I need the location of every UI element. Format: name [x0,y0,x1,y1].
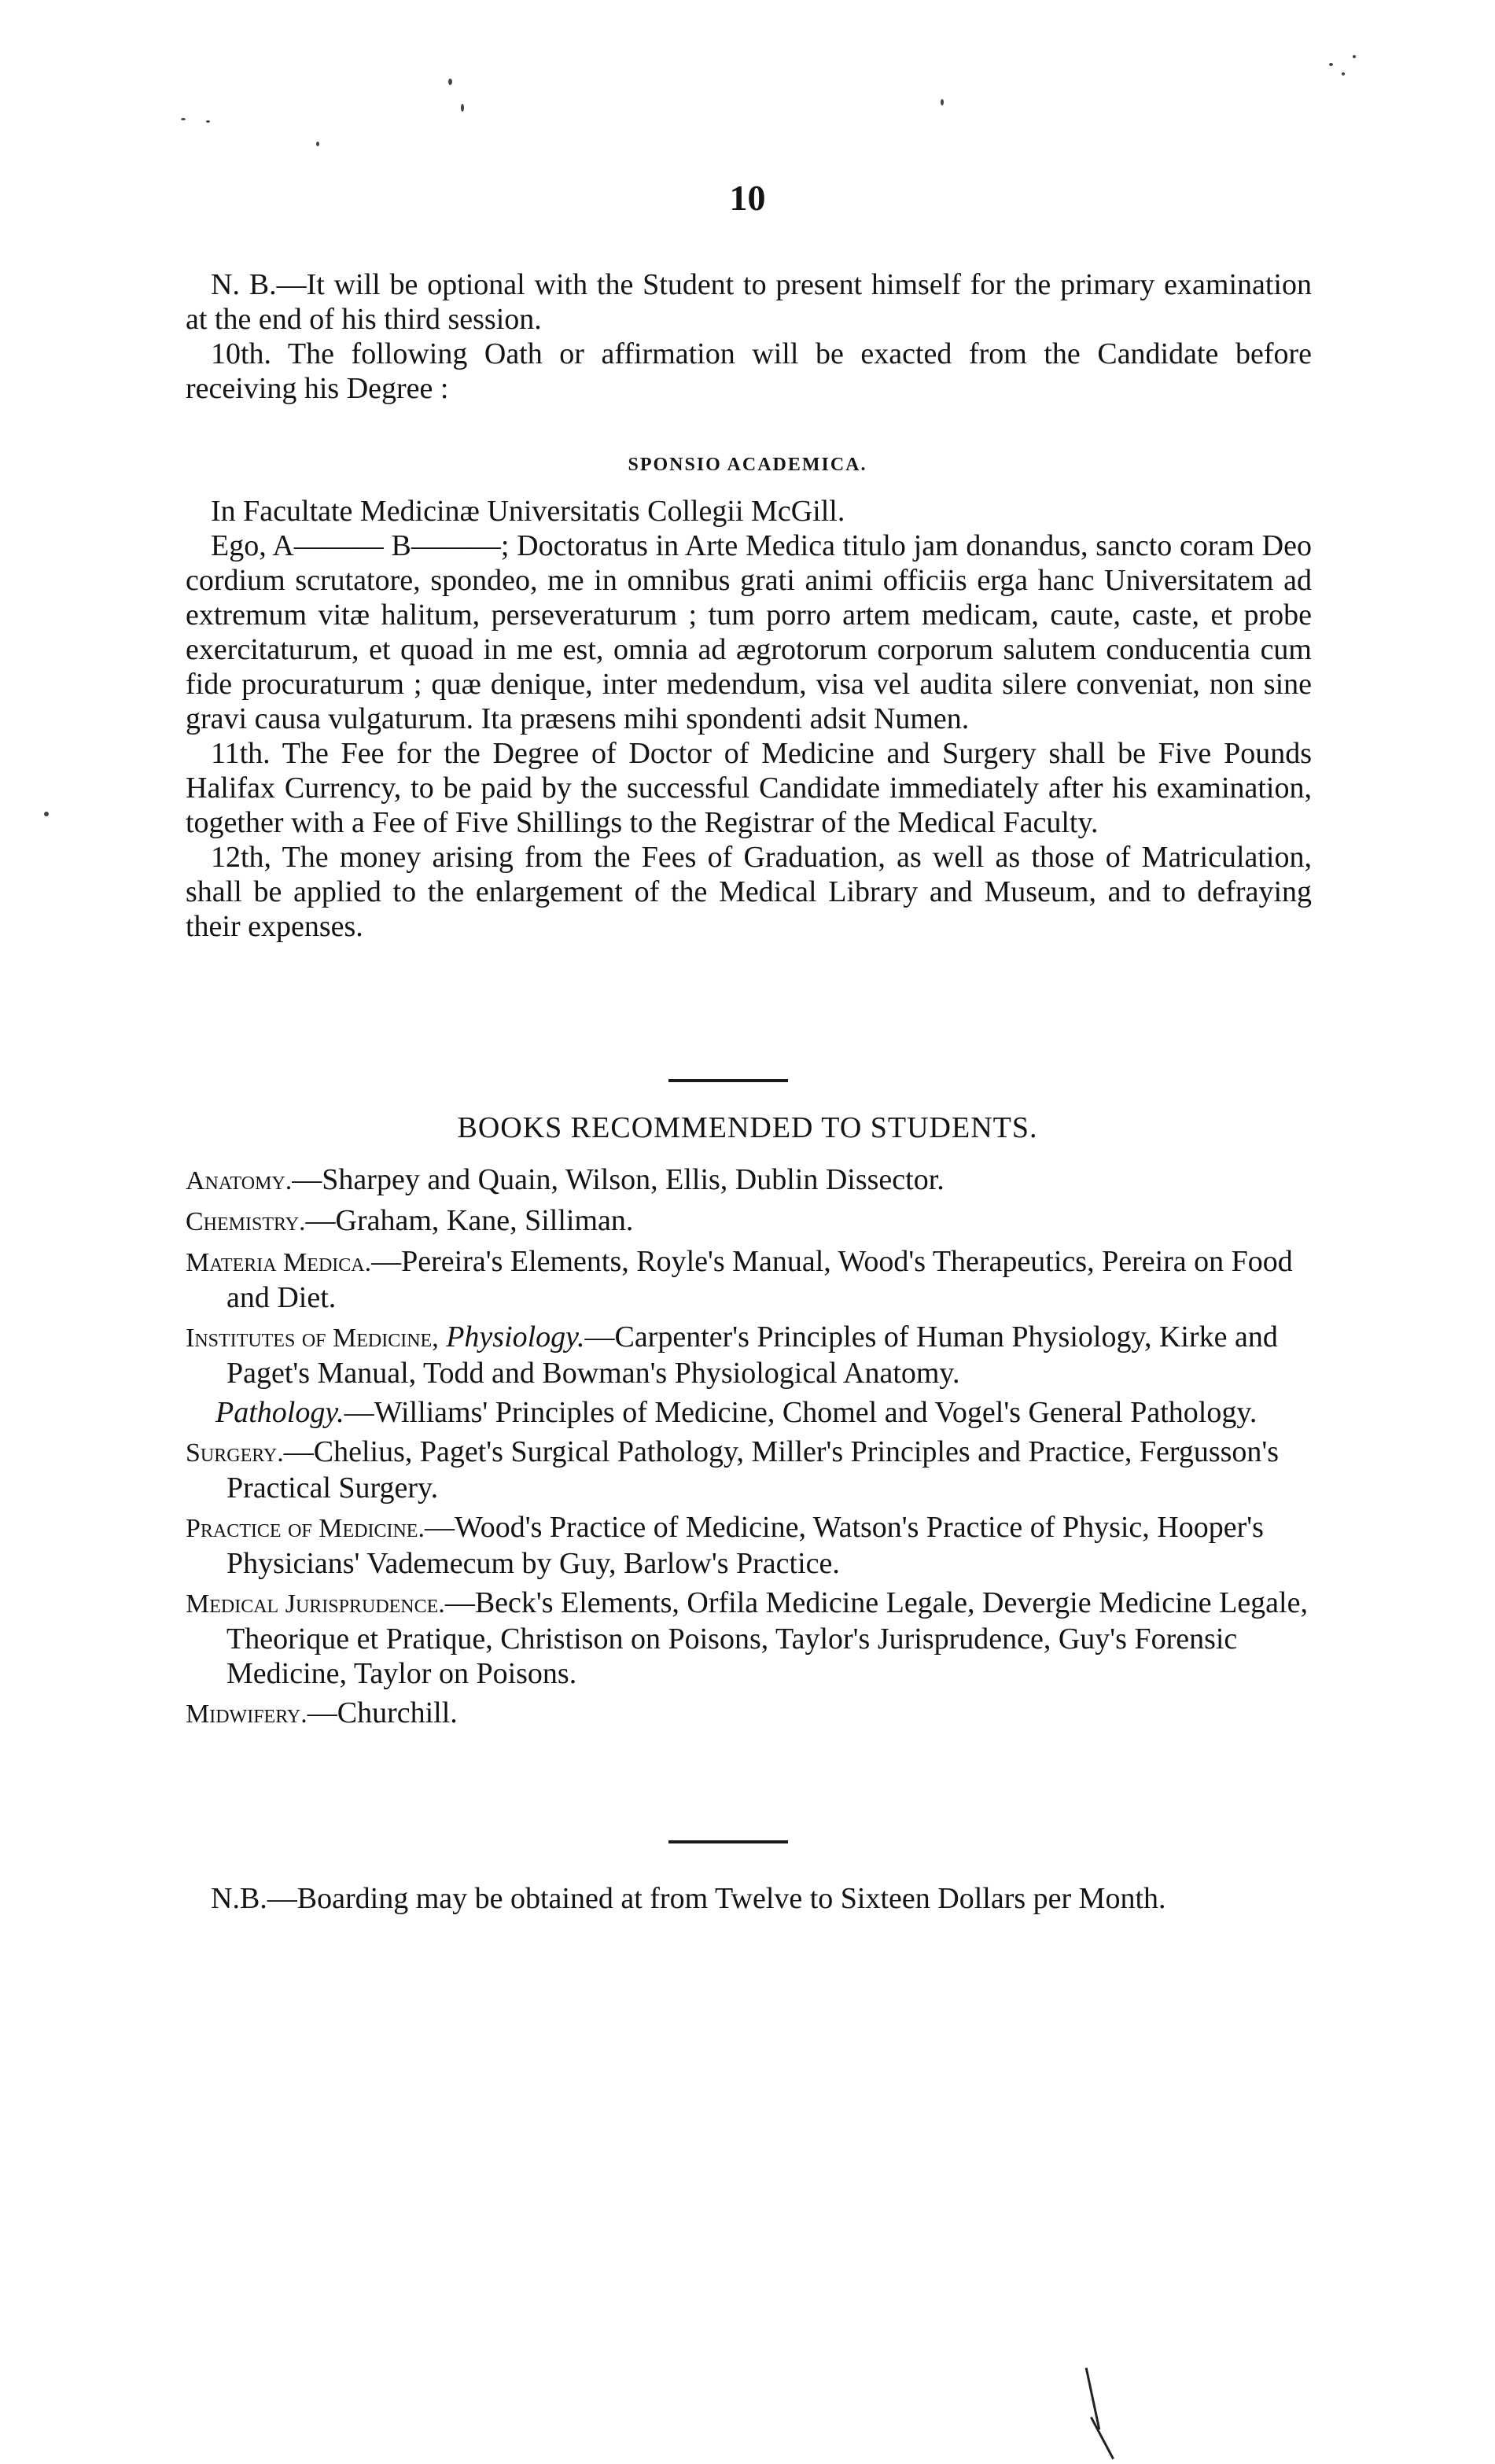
book-subject: Chemistry. [186,1207,306,1236]
book-text: —Wood's Practice of Medicine, Watson's Practice of Physic, Hooper's Physicians' Vademecum by Guy, Barlow's Practice. [226,1511,1264,1580]
book-entry-pathology [186,1395,1312,1430]
book-text: —Beck's Elements, Orfila Medicine Legale, Devergie Medicine Legale, Theorique et Pratique, Christison on Poisons, Taylor's Jurisprudence, Guy's Forensic Medicine, Taylor on Poisons. [226,1586,1308,1690]
oath-block [186,494,1312,944]
book-entry-materia-medica [186,1244,1312,1315]
books-list [186,1162,1312,1737]
book-entry-chemistry [186,1203,1312,1239]
paragraph-eleventh: 11th. The Fee for the Degree of Doctor of Medicine and Surgery shall be Five Pounds Halifax Currency, to be paid by the successful Candidate immediately after his examination, together with a Fee of Five Shillings to the Registrar of the Medical Faculty. [186,737,1312,839]
scan-stroke [1090,2417,1114,2459]
boarding-note: N.B.—Boarding may be obtained at from Twelve to Sixteen Dollars per Month. [211,1882,1166,1915]
book-subtopic: Pathology. [215,1396,344,1429]
page-number: 10 [729,178,766,218]
scan-speck [448,79,452,85]
scan-speck [44,812,49,816]
section-divider [668,1840,788,1843]
book-subject: Anatomy. [186,1166,293,1195]
book-text: —Chelius, Paget's Surgical Pathology, Miller's Principles and Practice, Fergusson's Practical Surgery. [226,1435,1280,1505]
book-subject: Midwifery. [186,1700,307,1729]
paragraph-tenth: 10th. The following Oath or affirmation will be exacted from the Candidate before receiving his Degree : [186,337,1312,405]
scan-speck [206,120,210,123]
paragraph-twelfth: 12th, The money arising from the Fees of Graduation, as well as those of Matriculation, shall be applied to the enlargement of the Medical Library and Museum, and to defraying their expenses. [186,841,1312,943]
book-text: —Pereira's Elements, Royle's Manual, Wood's Therapeutics, Pereira on Food and Diet. [226,1245,1293,1314]
book-text: —Sharpey and Quain, Wilson, Ellis, Dublin Dissector. [292,1163,945,1196]
book-entry-anatomy [186,1162,1312,1199]
sponsio-heading: SPONSIO ACADEMICA. [628,455,867,475]
scan-speck [181,118,186,120]
book-subject: Surgery. [186,1438,284,1468]
section-divider [668,1079,788,1082]
book-entry-midwifery [186,1696,1312,1732]
book-entry-surgery [186,1435,1312,1505]
book-entry-practice-of-medicine [186,1510,1312,1581]
book-text: —Churchill. [307,1696,458,1729]
book-entry-medical-jurisprudence [186,1586,1312,1691]
book-subject: Institutes of Medicine, [186,1324,439,1353]
book-subject: Medical Jurisprudence. [186,1589,445,1619]
book-subject: Materia Medica. [186,1248,372,1277]
oath-faculty: In Facultate Medicinæ Universitatis Collegii McGill. [211,495,845,528]
book-text: —Carpenter's Principles of Human Physiology, Kirke and Paget's Manual, Todd and Bowman's Physiological Anatomy. [226,1320,1278,1390]
scan-speck [1353,55,1356,58]
oath-text: Ego, A——— B———; Doctoratus in Arte Medica titulo jam donandus, sancto coram Deo cordium scrutatore, spondeo, me in omnibus grati animi officiis erga hanc Universitatem ad extremum vitæ halitum, perseveraturum ; tum porro artem medicam, caute, caste, et probe exercitaturum, et quoad in me est, omnia ad ægrotorum corporum salutem conducentia cum fide procuraturum ; quæ denique, inter medendum, visa vel audita silere conveniat, non sine gravi causa vulgaturum. Ita præsens mihi spondenti adsit Numen. [186,529,1312,735]
book-entry-institutes-of-medicine [186,1320,1312,1390]
scan-speck [1329,63,1333,66]
book-subtopic: Physiology. [446,1320,585,1354]
note-primary-examination: N. B.—It will be optional with the Student to present himself for the primary examination at the end of his third session. [186,268,1312,336]
scan-speck [461,104,464,112]
scan-speck [316,142,319,146]
books-heading: BOOKS RECOMMENDED TO STUDENTS. [457,1111,1038,1144]
regulations-text [186,267,1312,406]
book-subject: Practice of Medicine. [186,1514,425,1543]
scan-speck [1342,72,1345,76]
boarding-block [186,1881,1312,1916]
book-text: —Williams' Principles of Medicine, Chomel and Vogel's General Pathology. [344,1396,1257,1429]
book-text: —Graham, Kane, Silliman. [305,1204,634,1237]
scan-speck [941,99,944,105]
